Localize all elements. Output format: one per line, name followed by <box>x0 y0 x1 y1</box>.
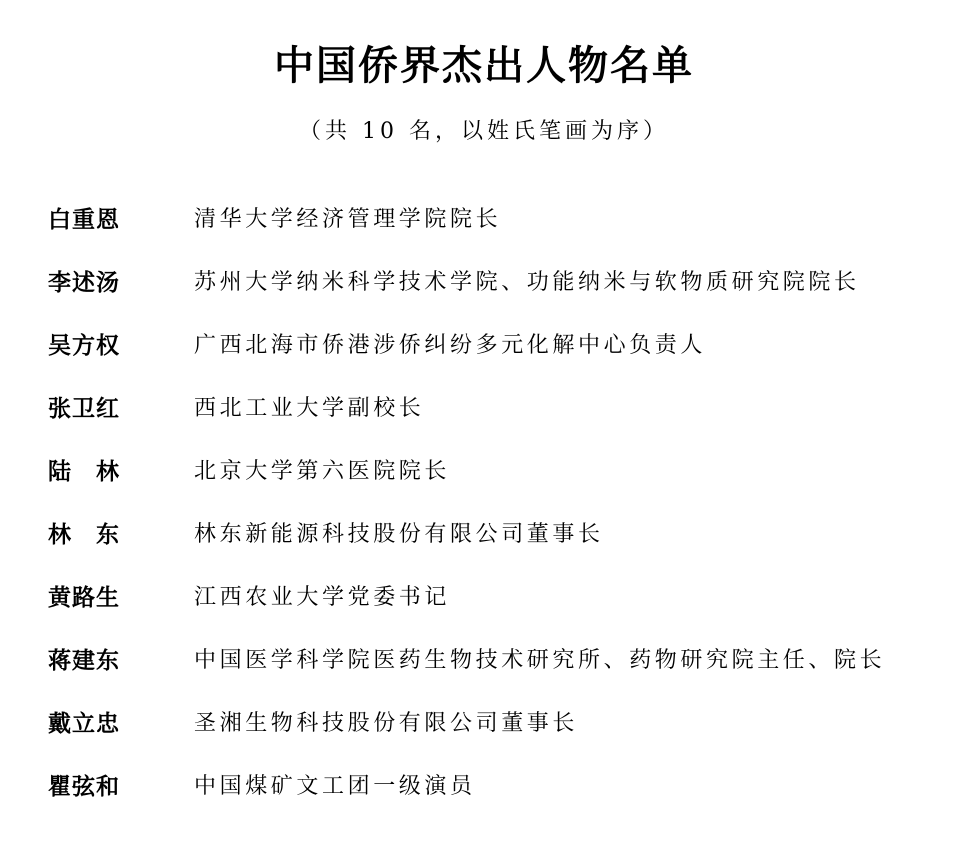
honoree-name: 蒋建东 <box>48 648 120 674</box>
honoree-name: 戴立忠 <box>48 711 120 737</box>
honoree-position: 清华大学经济管理学院院长 <box>194 207 502 232</box>
honoree-position: 苏州大学纳米科学技术学院、功能纳米与软物质研究院院长 <box>194 270 860 295</box>
document-title: 中国侨界杰出人物名单 <box>274 42 694 89</box>
list-item <box>48 263 948 326</box>
honoree-name: 张卫红 <box>48 396 120 422</box>
list-item <box>48 515 948 578</box>
honoree-name: 林 东 <box>48 522 120 548</box>
list-item <box>48 326 948 389</box>
list-item <box>48 200 948 263</box>
honoree-name: 瞿弦和 <box>48 774 120 800</box>
honoree-name: 陆 林 <box>48 459 120 485</box>
honoree-position: 圣湘生物科技股份有限公司董事长 <box>194 711 579 736</box>
list-item <box>48 452 948 515</box>
honoree-list <box>48 200 948 830</box>
list-item <box>48 389 948 452</box>
honoree-position: 中国医学科学院医药生物技术研究所、药物研究院主任、院长 <box>194 648 886 673</box>
honoree-position: 中国煤矿文工团一级演员 <box>194 774 476 799</box>
honoree-name: 李述汤 <box>48 270 120 296</box>
honoree-position: 林东新能源科技股份有限公司董事长 <box>194 522 604 547</box>
honoree-name: 白重恩 <box>48 207 120 233</box>
honoree-position: 北京大学第六医院院长 <box>194 459 451 484</box>
honoree-position: 广西北海市侨港涉侨纠纷多元化解中心负责人 <box>194 333 707 358</box>
list-item <box>48 767 948 830</box>
honoree-position: 西北工业大学副校长 <box>194 396 425 421</box>
honoree-name: 吴方权 <box>48 333 120 359</box>
honoree-position: 江西农业大学党委书记 <box>194 585 451 610</box>
honoree-name: 黄路生 <box>48 585 120 611</box>
list-item <box>48 641 948 704</box>
list-item <box>48 704 948 767</box>
document-subtitle: （共 10 名，以姓氏笔画为序） <box>299 119 669 144</box>
list-item <box>48 578 948 641</box>
